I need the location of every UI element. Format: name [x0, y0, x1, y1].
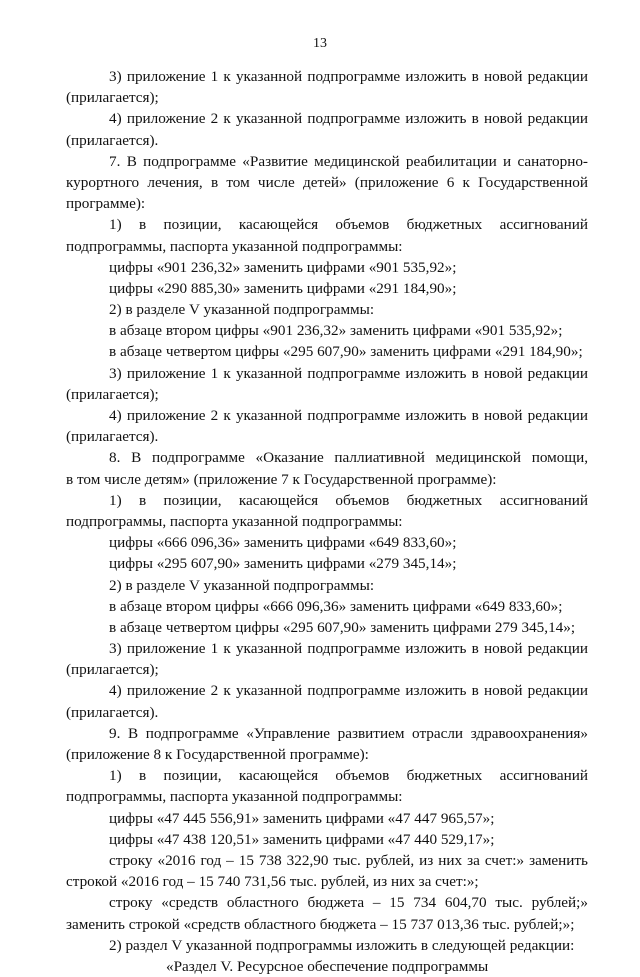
text-line: программе):: [66, 195, 146, 213]
text-line: строкой «2016 год – 15 740 731,56 тыс. рублей, из них за счет:»;: [66, 873, 479, 891]
text-line: цифры «47 445 556,91» заменить цифрами «47 447 965,57»;: [109, 809, 495, 827]
text-line: подпрограммы, паспорта указанной подпрограммы:: [66, 237, 403, 255]
text-line: 4) приложение 2 к указанной подпрограмме изложить в новой редакции: [109, 110, 588, 128]
text-line: в том числе детям» (приложение 7 к Государственной программе):: [66, 470, 497, 488]
text-line: (прилагается).: [66, 703, 159, 721]
text-line: в абзаце втором цифры «901 236,32» заменить цифрами «901 535,92»;: [109, 322, 563, 340]
text-line: (прилагается);: [66, 385, 159, 403]
text-line: заменить строкой «средств областного бюджета – 15 737 013,36 тыс. рублей;»;: [66, 915, 575, 933]
text-line: 2) в разделе V указанной подпрограммы:: [109, 301, 375, 319]
text-line: в абзаце четвертом цифры «295 607,90» заменить цифрами «291 184,90»;: [109, 343, 583, 361]
text-line: «Раздел V. Ресурсное обеспечение подпрограммы: [166, 957, 489, 975]
text-line: в абзаце четвертом цифры «295 607,90» заменить цифрами 279 345,14»;: [109, 618, 576, 636]
text-line: цифры «666 096,36» заменить цифрами «649 833,60»;: [109, 534, 457, 552]
text-line: 4) приложение 2 к указанной подпрограмме изложить в новой редакции: [109, 682, 588, 700]
text-line: строку «2016 год – 15 738 322,90 тыс. рублей, из них за счет:» заменить: [109, 851, 588, 869]
text-line: цифры «901 236,32» заменить цифрами «901 535,92»;: [109, 258, 457, 276]
page-number: 13: [313, 36, 327, 51]
text-line: (приложение 8 к Государственной программе):: [66, 746, 369, 763]
text-line: подпрограммы, паспорта указанной подпрограммы:: [66, 512, 403, 530]
document-body: [66, 66, 588, 977]
text-line: 4) приложение 2 к указанной подпрограмме изложить в новой редакции: [109, 407, 588, 424]
text-line: 1) в позиции, касающейся объемов бюджетных ассигнований: [109, 491, 588, 509]
text-line: курортного лечения, в том числе детей» (приложение 6 к Государственной: [66, 173, 588, 191]
text-line: 1) в позиции, касающейся объемов бюджетных ассигнований: [109, 767, 588, 785]
text-line: 1) в позиции, касающейся объемов бюджетных ассигнований: [109, 216, 588, 234]
text-line: 3) приложение 1 к указанной подпрограмме изложить в новой редакции: [109, 68, 588, 85]
text-line: цифры «295 607,90» заменить цифрами «279 345,14»;: [109, 555, 457, 573]
text-line: 2) в разделе V указанной подпрограммы:: [109, 576, 375, 594]
text-line: в абзаце втором цифры «666 096,36» заменить цифрами «649 833,60»;: [109, 597, 563, 615]
text-line: цифры «47 438 120,51» заменить цифрами «47 440 529,17»;: [109, 830, 495, 848]
text-line: 8. В подпрограмме «Оказание паллиативной медицинской помощи,: [109, 449, 588, 467]
text-line: 3) приложение 1 к указанной подпрограмме изложить в новой редакции: [109, 640, 588, 658]
text-line: (прилагается).: [66, 131, 159, 149]
text-line: цифры «290 885,30» заменить цифрами «291 184,90»;: [109, 279, 457, 297]
text-line: (прилагается).: [66, 428, 159, 446]
text-line: 3) приложение 1 к указанной подпрограмме изложить в новой редакции: [109, 364, 588, 382]
text-line: (прилагается);: [66, 89, 159, 107]
text-line: 9. В подпрограмме «Управление развитием отрасли здравоохранения»: [109, 724, 588, 742]
text-line: 7. В подпрограмме «Развитие медицинской реабилитации и санаторно-: [109, 152, 588, 170]
text-line: (прилагается);: [66, 661, 159, 679]
text-line: подпрограммы, паспорта указанной подпрограммы:: [66, 788, 403, 806]
text-line: строку «средств областного бюджета – 15 734 604,70 тыс. рублей;»: [109, 894, 588, 912]
text-line: 2) раздел V указанной подпрограммы изложить в следующей редакции:: [109, 936, 575, 954]
